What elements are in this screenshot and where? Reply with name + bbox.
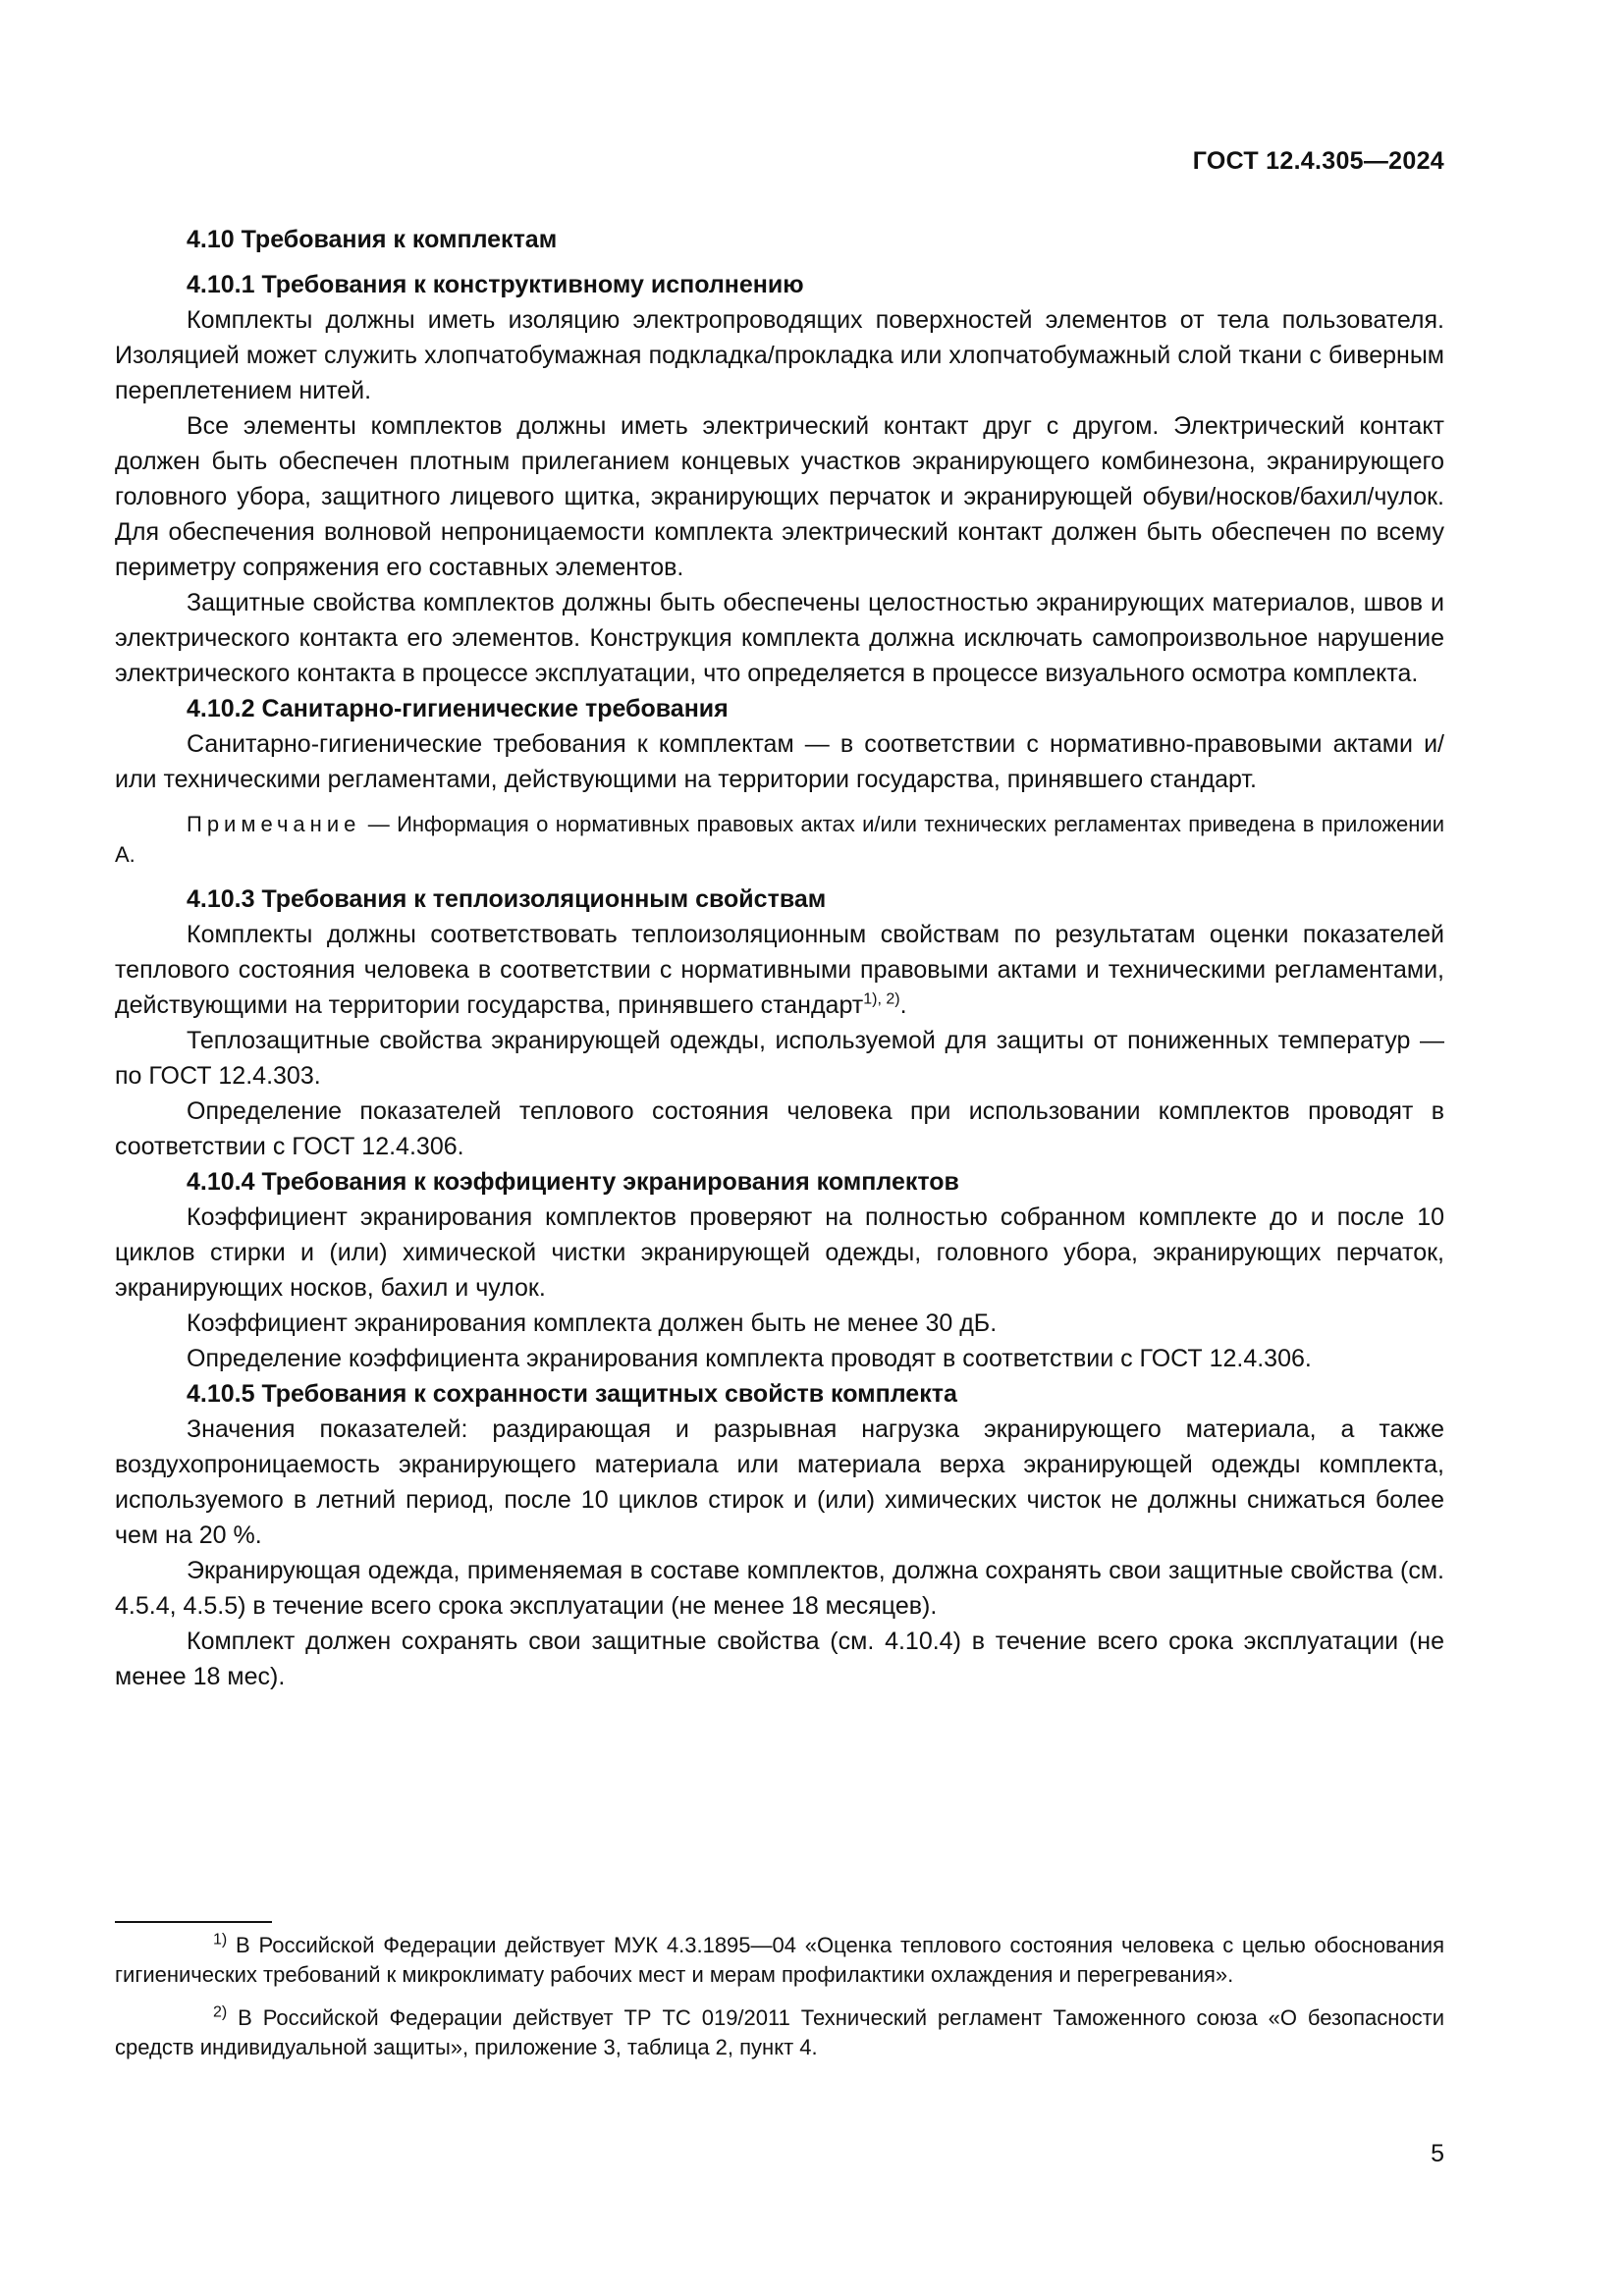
document-body (115, 222, 1444, 1694)
footnote-text: В Российской Федерации действует МУК 4.3.1895—04 «Оценка теплового состояния человека с целью обоснования гигиенических требований к микроклимату рабочих мест и мерам профилактики охлаждения и перегревания». (115, 1933, 1444, 1987)
paragraph: Защитные свойства комплектов должны быть обеспечены целостностью экранирующих материалов, швов и электрического контакта его элементов. Конструкция комплекта должна исключать самопроизвольное нарушение электрического контакта в процессе эксплуатации, что определяется в процессе визуального осмотра комплекта. (115, 589, 1444, 687)
paragraph: Экранирующая одежда, применяемая в составе комплектов, должна сохранять свои защитные свойства (см. 4.5.4, 4.5.5) в течение всего срока эксплуатации (не менее 18 месяцев). (115, 1557, 1444, 1620)
paragraph-text: Комплекты должны соответствовать теплоизоляционным свойствам по результатам оценки показателей теплового состояния человека в соответствии с нормативными правовыми актами и техническими регламентами, действующими на территории государства, принявшего стандарт (115, 921, 1444, 1019)
note-text: — Информация о нормативных правовых актах и/или технических регламентах приведена в приложении А. (115, 812, 1444, 867)
heading-4-10: 4.10 Требования к комплектам (187, 226, 558, 253)
paragraph: Определение коэффициента экранирования комплекта проводят в соответствии с ГОСТ 12.4.306. (187, 1345, 1312, 1372)
heading-4-10-2: 4.10.2 Санитарно-гигиенические требования (187, 695, 729, 722)
heading-4-10-3: 4.10.3 Требования к теплоизоляционным свойствам (187, 885, 827, 913)
footnote-mark: 1) (213, 1931, 228, 1949)
note-label: Примечание (187, 812, 361, 836)
paragraph: Комплекты должны иметь изоляцию электропроводящих поверхностей элементов от тела пользователя. Изоляцией может служить хлопчатобумажная подкладка/прокладка или хлопчатобумажный слой ткани с биверным переплетением нитей. (115, 306, 1444, 404)
page-number: 5 (1431, 2140, 1444, 2167)
note (115, 809, 1444, 870)
paragraph: Все элементы комплектов должны иметь электрический контакт друг с другом. Электрический контакт должен быть обеспечен плотным прилеганием концевых участков экранирующего комбинезона, экранирующего головного убора, защитного лицевого щитка, экранирующих перчаток и экранирующей обуви/носков/бахил/чулок. Для обеспечения волновой непроницаемости комплекта электрический контакт должен быть обеспечен по всему периметру сопряжения его составных элементов. (115, 412, 1444, 581)
paragraph: Теплозащитные свойства экранирующей одежды, используемой для защиты от пониженных температур — по ГОСТ 12.4.303. (115, 1027, 1444, 1090)
footnote-reference: 1), 2) (863, 990, 900, 1008)
paragraph: Коэффициент экранирования комплектов проверяют на полностью собранном комплекте до и после 10 циклов стирки и (или) химической чистки экранирующей одежды, головного убора, экранирующих перчаток, экранирующих носков, бахил и чулок. (115, 1203, 1444, 1302)
paragraph-end: . (899, 991, 907, 1019)
footnote (115, 1931, 1444, 1990)
document-header-id: ГОСТ 12.4.305—2024 (1192, 147, 1444, 175)
footnote-mark: 2) (213, 2003, 228, 2021)
paragraph: Значения показателей: раздирающая и разрывная нагрузка экранирующего материала, а также воздухопроницаемость экранирующего материала или материала верха экранирующей одежды комплекта, используемого в летний период, после 10 циклов стирок и (или) химических чисток не должны снижаться более чем на 20 %. (115, 1415, 1444, 1549)
paragraph: Комплект должен сохранять свои защитные свойства (см. 4.10.4) в течение всего срока эксплуатации (не менее 18 мес). (115, 1628, 1444, 1690)
footnote-text: В Российской Федерации действует ТР ТС 019/2011 Технический регламент Таможенного союза «О безопасности средств индивидуальной защиты», приложение 3, таблица 2, пункт 4. (115, 2005, 1444, 2059)
heading-4-10-5: 4.10.5 Требования к сохранности защитных свойств комплекта (187, 1380, 957, 1408)
heading-4-10-1: 4.10.1 Требования к конструктивному исполнению (187, 271, 804, 298)
paragraph: Определение показателей теплового состояния человека при использовании комплектов проводят в соответствии с ГОСТ 12.4.306. (115, 1097, 1444, 1160)
paragraph: Санитарно-гигиенические требования к комплектам — в соответствии с нормативно-правовыми актами и/или техническими регламентами, действующими на территории государства, принявшего стандарт. (115, 730, 1444, 793)
paragraph (115, 917, 1444, 1023)
paragraph: Коэффициент экранирования комплекта должен быть не менее 30 дБ. (187, 1309, 998, 1337)
footnote (115, 2003, 1444, 2062)
footnote-divider (115, 1921, 272, 1923)
heading-4-10-4: 4.10.4 Требования к коэффициенту экранирования комплектов (187, 1168, 959, 1196)
footnotes (115, 1931, 1444, 2062)
